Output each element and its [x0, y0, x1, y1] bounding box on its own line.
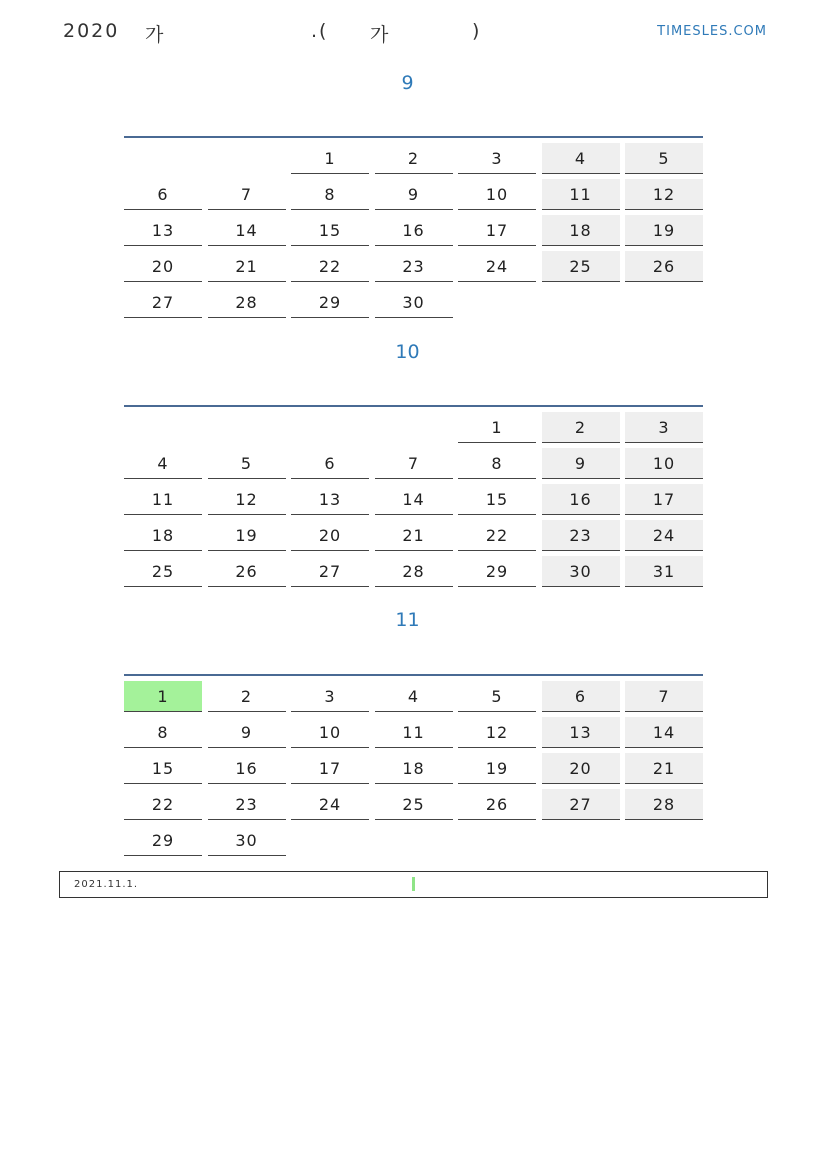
calendar-day[interactable]: 11 [375, 717, 453, 748]
calendar-day[interactable]: 21 [375, 520, 453, 551]
calendar-day[interactable]: 1 [458, 412, 536, 443]
calendar-day[interactable]: 28 [375, 556, 453, 587]
calendar-day[interactable]: 15 [291, 215, 369, 246]
calendar-day[interactable]: 16 [208, 753, 286, 784]
calendar-day-empty [124, 412, 202, 443]
calendar-day[interactable]: 13 [291, 484, 369, 515]
calendar-day[interactable]: 8 [124, 717, 202, 748]
calendar-day[interactable]: 25 [124, 556, 202, 587]
calendar-day[interactable]: 29 [291, 287, 369, 318]
calendar-day-empty [542, 825, 620, 856]
title-part-4: ) [472, 20, 482, 42]
calendar-day[interactable]: 5 [208, 448, 286, 479]
calendar-day-empty [625, 825, 703, 856]
calendar-day-empty [375, 412, 453, 443]
calendar-day-empty [542, 287, 620, 318]
calendar-day[interactable]: 17 [625, 484, 703, 515]
calendar-day[interactable]: 19 [625, 215, 703, 246]
calendar-day[interactable]: 29 [124, 825, 202, 856]
calendar-day[interactable]: 27 [124, 287, 202, 318]
calendar-week [124, 287, 703, 323]
calendar-day[interactable]: 26 [208, 556, 286, 587]
calendar-day[interactable]: 9 [375, 179, 453, 210]
calendar-day[interactable]: 20 [542, 753, 620, 784]
calendar-day[interactable]: 9 [208, 717, 286, 748]
calendar-day[interactable]: 12 [208, 484, 286, 515]
calendar-day[interactable]: 3 [291, 681, 369, 712]
calendar-day-empty [458, 825, 536, 856]
calendar-day[interactable]: 23 [375, 251, 453, 282]
calendar-day[interactable]: 10 [291, 717, 369, 748]
month-title-september: 9 [401, 72, 414, 94]
calendar-day[interactable]: 30 [208, 825, 286, 856]
calendar-day[interactable]: 13 [542, 717, 620, 748]
calendar-day[interactable]: 7 [375, 448, 453, 479]
calendar-day[interactable]: 27 [542, 789, 620, 820]
calendar-day-empty [208, 143, 286, 174]
calendar-day[interactable]: 25 [542, 251, 620, 282]
calendar-day[interactable]: 18 [542, 215, 620, 246]
calendar-week [124, 556, 703, 592]
calendar-day[interactable]: 18 [375, 753, 453, 784]
calendar-day[interactable]: 25 [375, 789, 453, 820]
calendar-day-empty [625, 287, 703, 318]
calendar-day[interactable]: 12 [458, 717, 536, 748]
calendar-week [124, 825, 703, 861]
calendar-day[interactable]: 22 [291, 251, 369, 282]
calendar-week [124, 520, 703, 556]
calendar-day[interactable]: 19 [458, 753, 536, 784]
calendar-day[interactable]: 26 [458, 789, 536, 820]
calendar-day[interactable]: 13 [124, 215, 202, 246]
title-year: 2020 [63, 20, 120, 42]
progress-marker [412, 877, 415, 891]
calendar-day[interactable]: 22 [458, 520, 536, 551]
calendar-day[interactable]: 5 [458, 681, 536, 712]
calendar-day[interactable]: 30 [375, 287, 453, 318]
calendar-day[interactable]: 3 [458, 143, 536, 174]
title-part-1: 가 [145, 24, 166, 46]
calendar-day-empty [291, 412, 369, 443]
calendar-day[interactable]: 6 [542, 681, 620, 712]
calendar-day[interactable]: 24 [458, 251, 536, 282]
calendar-day-today[interactable]: 1 [124, 681, 202, 712]
calendar-day[interactable]: 27 [291, 556, 369, 587]
calendar-week [124, 412, 703, 448]
calendar-day[interactable]: 15 [124, 753, 202, 784]
title-part-3: 가 [370, 24, 391, 46]
calendar-day[interactable]: 16 [375, 215, 453, 246]
calendar-day[interactable]: 21 [208, 251, 286, 282]
calendar-day[interactable]: 10 [625, 448, 703, 479]
calendar-day[interactable]: 17 [458, 215, 536, 246]
footer-bar [59, 871, 768, 898]
calendar-day[interactable]: 22 [124, 789, 202, 820]
calendar-day[interactable]: 4 [375, 681, 453, 712]
calendar-day-empty [291, 825, 369, 856]
calendar-week [124, 448, 703, 484]
calendar-week [124, 681, 703, 717]
title-part-2: .( [311, 20, 329, 42]
calendar-day[interactable]: 6 [124, 179, 202, 210]
calendar-day-empty [124, 143, 202, 174]
calendar-day[interactable]: 5 [625, 143, 703, 174]
calendar-day[interactable]: 14 [208, 215, 286, 246]
calendar-day[interactable]: 8 [291, 179, 369, 210]
calendar-day[interactable]: 24 [625, 520, 703, 551]
calendar-day-empty [458, 287, 536, 318]
calendar-day[interactable]: 7 [208, 179, 286, 210]
calendar-day[interactable]: 7 [625, 681, 703, 712]
month-title-november: 11 [395, 609, 420, 631]
calendar-day[interactable]: 9 [542, 448, 620, 479]
calendar-day[interactable]: 8 [458, 448, 536, 479]
calendar-day[interactable]: 2 [208, 681, 286, 712]
calendar-day[interactable]: 17 [291, 753, 369, 784]
calendar-day-empty [208, 412, 286, 443]
calendar-day[interactable]: 4 [124, 448, 202, 479]
calendar-day[interactable]: 19 [208, 520, 286, 551]
calendar-week [124, 215, 703, 251]
calendar-day[interactable]: 24 [291, 789, 369, 820]
calendar-week [124, 143, 703, 179]
calendar-day[interactable]: 14 [625, 717, 703, 748]
calendar-day-empty [375, 825, 453, 856]
calendar-day[interactable]: 15 [458, 484, 536, 515]
calendar-week [124, 717, 703, 753]
footer-date: 2021.11.1. [74, 879, 139, 890]
month-table-november [124, 674, 703, 861]
calendar-week [124, 484, 703, 520]
calendar-day[interactable]: 26 [625, 251, 703, 282]
calendar-day[interactable]: 30 [542, 556, 620, 587]
calendar-day[interactable]: 29 [458, 556, 536, 587]
calendar-week [124, 251, 703, 287]
calendar-day[interactable]: 20 [291, 520, 369, 551]
calendar-day[interactable]: 2 [542, 412, 620, 443]
brand-link[interactable]: TIMESLES.COM [657, 24, 767, 39]
calendar-day[interactable]: 18 [124, 520, 202, 551]
calendar-day[interactable]: 2 [375, 143, 453, 174]
calendar-day[interactable]: 1 [291, 143, 369, 174]
calendar-day[interactable]: 6 [291, 448, 369, 479]
calendar-day[interactable]: 20 [124, 251, 202, 282]
calendar-week [124, 179, 703, 215]
calendar-day[interactable]: 3 [625, 412, 703, 443]
calendar-day[interactable]: 31 [625, 556, 703, 587]
calendar-day[interactable]: 14 [375, 484, 453, 515]
calendar-day[interactable]: 28 [625, 789, 703, 820]
calendar-day[interactable]: 21 [625, 753, 703, 784]
calendar-day[interactable]: 28 [208, 287, 286, 318]
month-table-september [124, 136, 703, 323]
calendar-day[interactable]: 12 [625, 179, 703, 210]
calendar-day[interactable]: 11 [124, 484, 202, 515]
calendar-day[interactable]: 11 [542, 179, 620, 210]
calendar-day[interactable]: 10 [458, 179, 536, 210]
calendar-week [124, 753, 703, 789]
calendar-day[interactable]: 23 [208, 789, 286, 820]
calendar-day[interactable]: 4 [542, 143, 620, 174]
calendar-day[interactable]: 23 [542, 520, 620, 551]
calendar-day[interactable]: 16 [542, 484, 620, 515]
month-title-october: 10 [395, 341, 420, 363]
calendar-week [124, 789, 703, 825]
month-table-october [124, 405, 703, 592]
